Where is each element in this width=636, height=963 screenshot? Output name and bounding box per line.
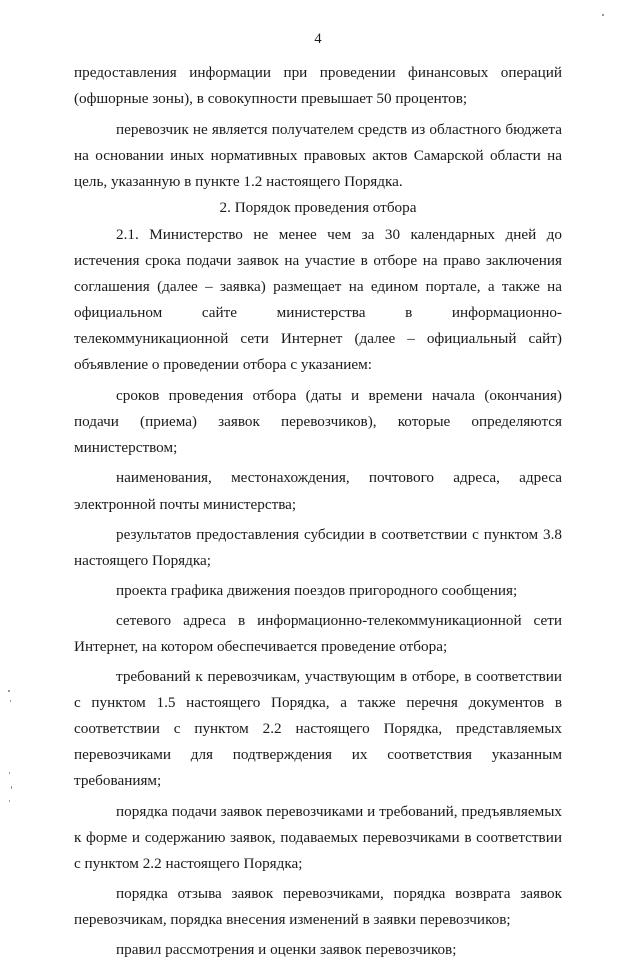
paragraph-withdrawal: порядка отзыва заявок перевозчиками, порядка возврата заявок перевозчикам, порядка внесения изменений в заявки перевозчиков;: [74, 884, 562, 928]
scan-speck: [10, 700, 11, 702]
paragraph-submission-order: порядка подачи заявок перевозчиками и требований, предъявляемых к форме и содержанию заявок, подаваемых перевозчиками в соответствии с пунктом 2.2 настоящего Порядка;: [74, 802, 562, 872]
paragraph-schedule: проекта графика движения поездов пригородного сообщения;: [116, 581, 518, 599]
paragraph-2-1: 2.1. Министерство не менее чем за 30 календарных дней до истечения срока подачи заявок на участие в отборе на право заключения соглашения (далее – заявка) размещает на едином портале, а также на официальном сайте министерства в информационно-телекоммуникационной сети Интернет (далее – официальный сайт) объявление о проведении отбора с указанием:: [74, 225, 562, 374]
paragraph-results: результатов предоставления субсидии в соответствии с пунктом 3.8 настоящего Порядка;: [74, 525, 562, 569]
document-body: [74, 60, 562, 963]
paragraph-contacts: наименования, местонахождения, почтового адреса, адреса электронной почты министерства;: [74, 469, 562, 513]
paragraph-offshore-continuation: предоставления информации при проведении финансовых операций (офшорные зоны), в совокупности превышает 50 процентов;: [74, 64, 562, 108]
section-heading: 2. Порядок проведения отбора: [219, 199, 417, 217]
paragraph-requirements: требований к перевозчикам, участвующим в отборе, в соответствии с пунктом 1.5 настоящего Порядка, а также перечня документов в соответствии с пунктом 2.2 настоящего Порядка, представляемых перевозчиками для подтверждения их соответствия указанным требованиям;: [74, 668, 562, 790]
page-number: 4: [314, 31, 322, 47]
paragraph-evaluation-rules: правил рассмотрения и оценки заявок перевозчиков;: [116, 941, 457, 958]
scan-speck: [9, 772, 10, 774]
scan-speck: [8, 690, 10, 692]
paragraph-budget-condition: перевозчик не является получателем средств из областного бюджета на основании иных нормативных правовых актов Самарской области на цель, указанную в пункте 1.2 настоящего Порядка.: [74, 121, 562, 191]
scan-speck: [11, 786, 12, 789]
scan-speck: [602, 14, 604, 16]
scan-speck: [9, 800, 10, 802]
paragraph-network-address: сетевого адреса в информационно-телекоммуникационной сети Интернет, на котором обеспечивается проведение отбора;: [74, 611, 562, 655]
paragraph-deadlines: сроков проведения отбора (даты и времени начала (окончания) подачи (приема) заявок перевозчиков), которые определяются министерством;: [74, 387, 562, 457]
